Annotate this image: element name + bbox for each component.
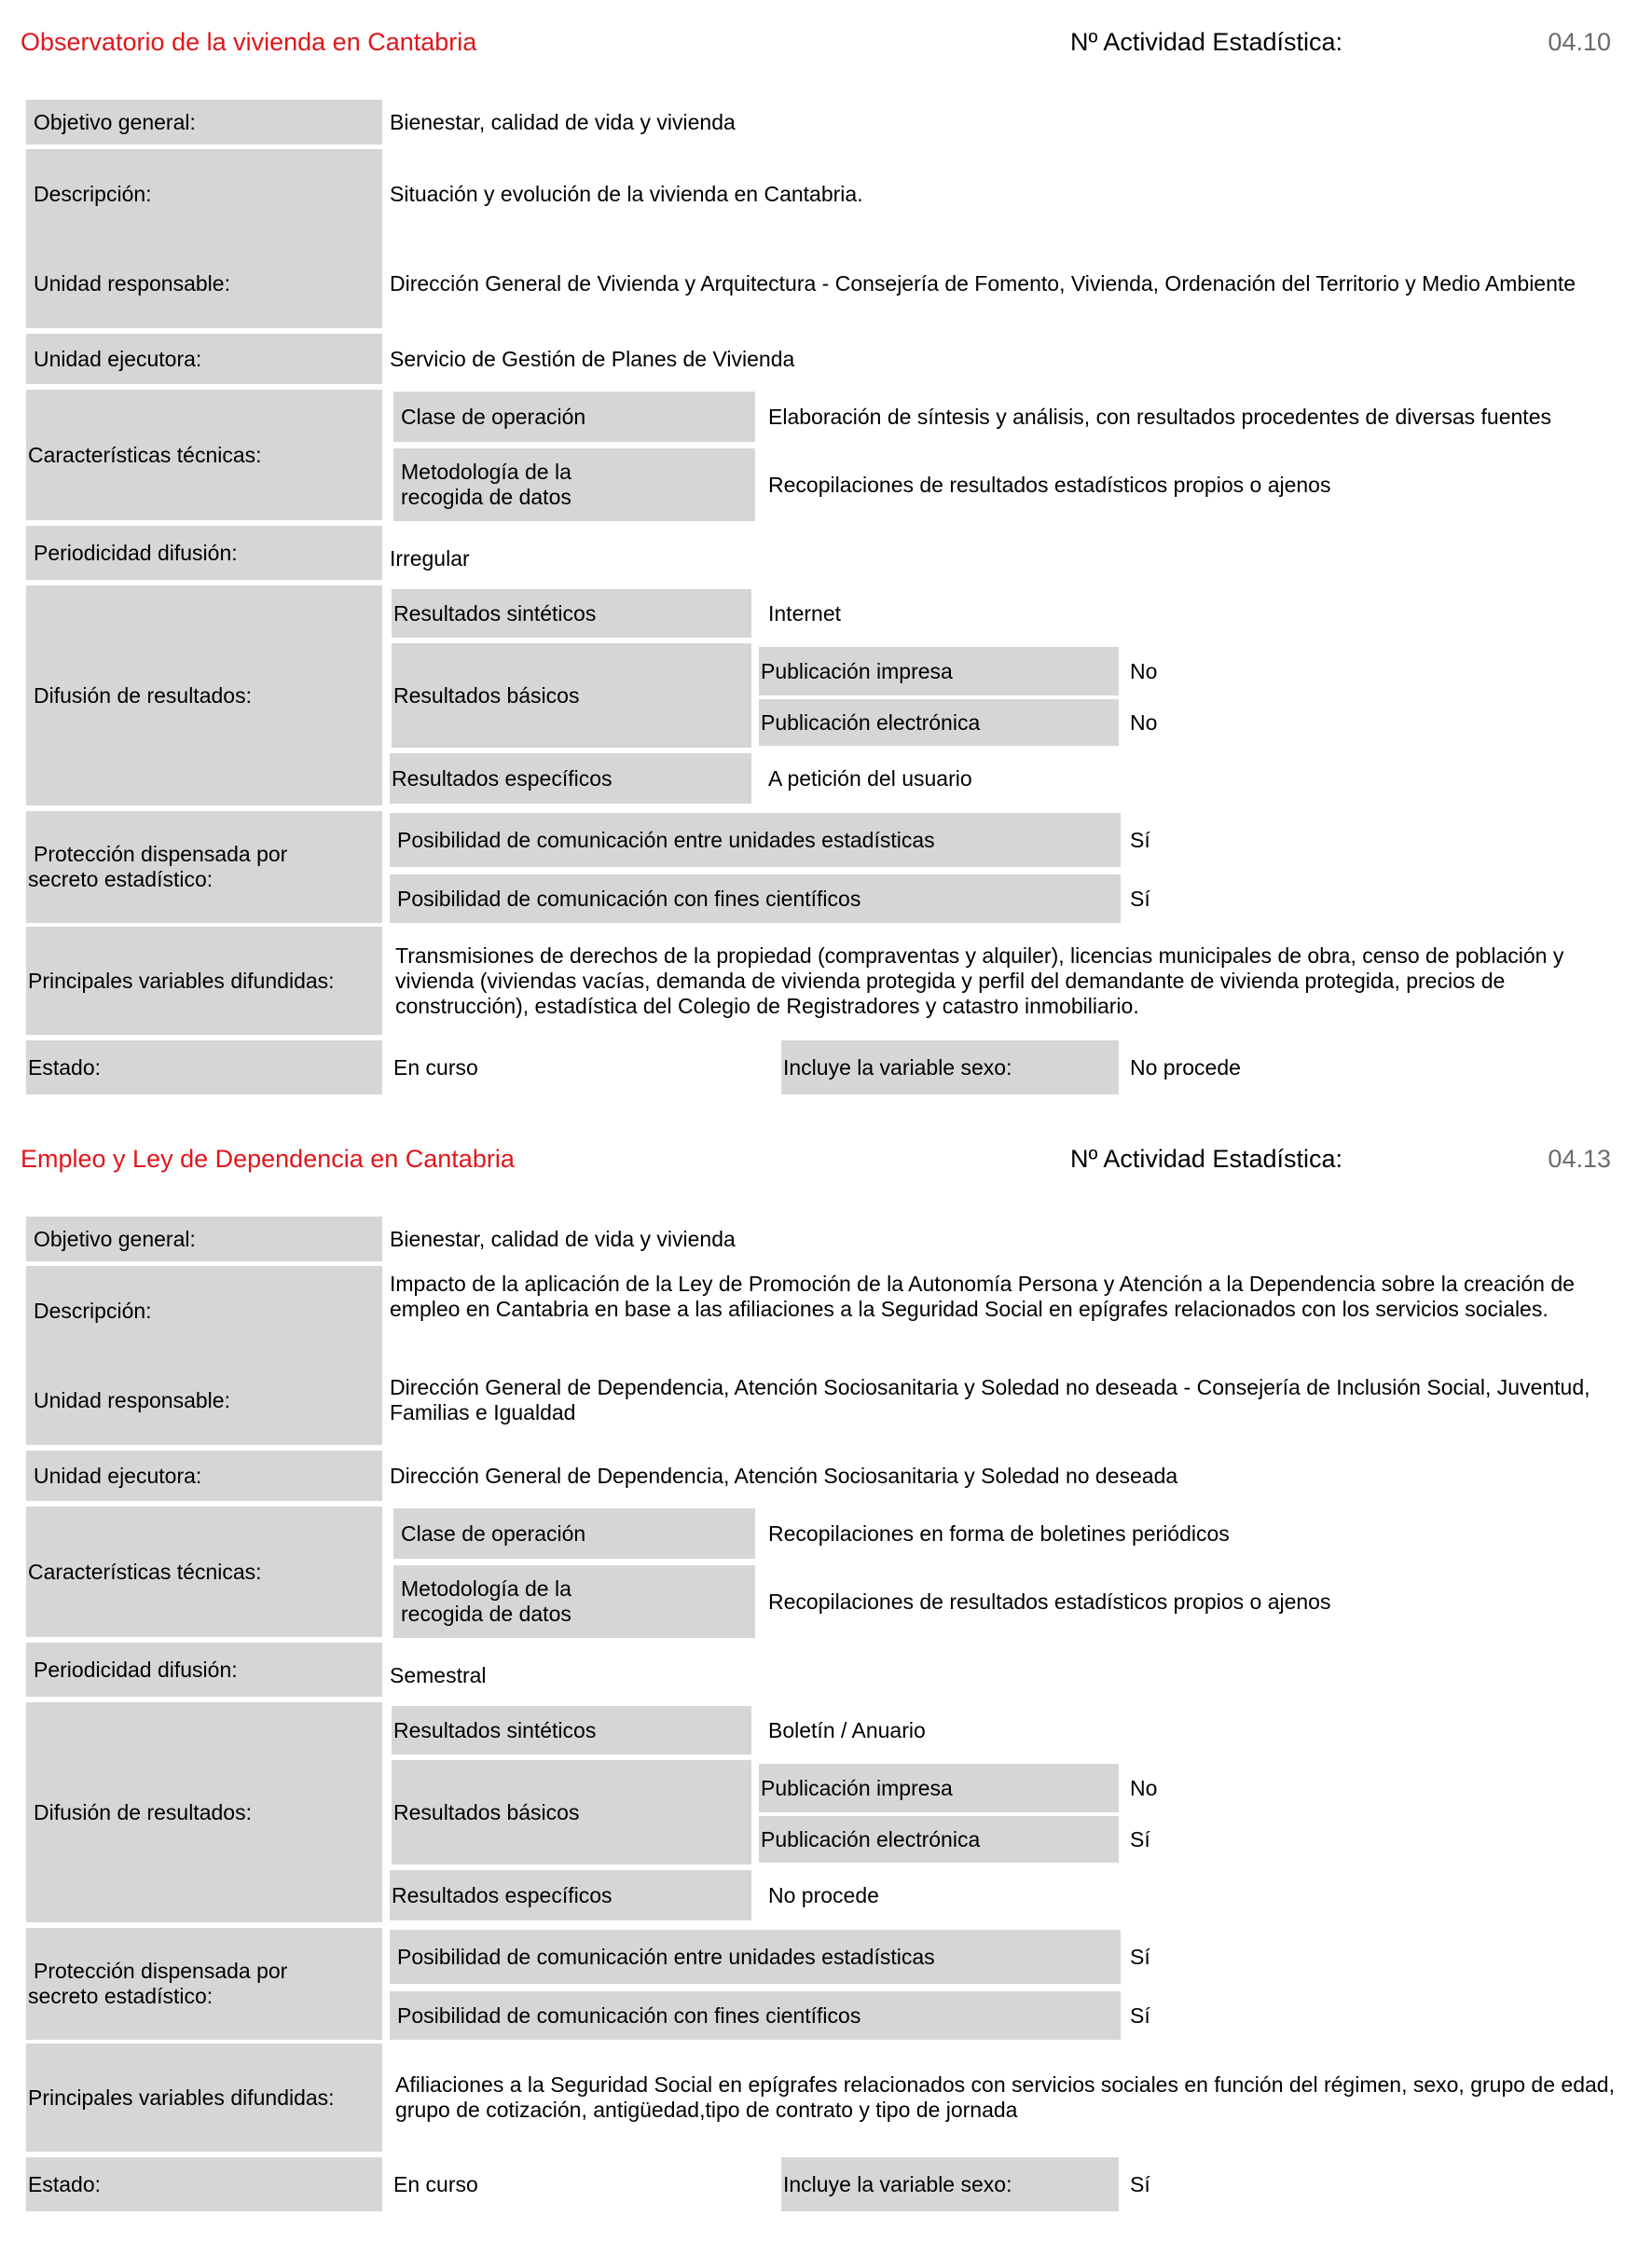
label-metodologia <box>393 448 755 521</box>
label-resultados-basicos: Resultados básicos <box>392 643 751 748</box>
value-clase-operacion: Elaboración de síntesis y análisis, con resultados procedentes de diversas fuentes <box>768 404 1551 429</box>
value-metodologia: Recopilaciones de resultados estadísticos propios o ajenos <box>768 1589 1331 1614</box>
value-descripcion: Impacto de la aplicación de la Ley de Promoción de la Autonomía Persona y Atención a la Dependencia sobre la creación de empleo en Cantabria en base a las afiliaciones a la Seguridad Social en epígrafes relacionados con los servicios sociales. <box>390 1272 1575 1321</box>
label-difusion: Difusión de resultados: <box>26 1702 382 1922</box>
activity-number: 04.13 <box>1548 1145 1611 1173</box>
label-proteccion-line2: secreto estadístico: <box>28 1984 213 2008</box>
label-clase-operacion: Clase de operación <box>393 1508 755 1559</box>
label-resultados-sinteticos: Resultados sintéticos <box>392 589 751 638</box>
label-proteccion <box>26 1928 382 2040</box>
value-publicacion-electronica: Sí <box>1130 1826 1150 1851</box>
label-objetivo-general: Objetivo general: <box>26 100 382 145</box>
label-caracteristicas-tecnicas: Características técnicas: <box>26 1507 382 1637</box>
value-resultados-sinteticos: Boletín / Anuario <box>768 1717 926 1742</box>
value-principales-variables: Afiliaciones a la Seguridad Social en epígrafes relacionados con servicios sociales en función del régimen, sexo, grupo de edad, grupo de cotización, antigüedad,tipo de contrato y tipo de jornada <box>395 2072 1615 2122</box>
value-unidad-ejecutora: Dirección General de Dependencia, Atención Sociosanitaria y Soledad no deseada <box>390 1463 1178 1488</box>
label-comunicacion-unidades: Posibilidad de comunicación entre unidades estadísticas <box>390 813 1121 867</box>
value-resultados-sinteticos: Internet <box>768 600 841 626</box>
value-estado: En curso <box>393 1054 478 1080</box>
label-estado: Estado: <box>26 1040 382 1094</box>
value-unidad-responsable: Dirección General de Vivienda y Arquitectura - Consejería de Fomento, Vivienda, Ordenación del Territorio y Medio Ambiente <box>390 270 1576 296</box>
label-incluye-sexo: Incluye la variable sexo: <box>781 1040 1119 1094</box>
label-clase-operacion: Clase de operación <box>393 392 755 442</box>
label-publicacion-impresa: Publicación impresa <box>759 1764 1119 1812</box>
value-unidad-ejecutora: Servicio de Gestión de Planes de Vivienda <box>390 346 795 371</box>
label-comunicacion-unidades: Posibilidad de comunicación entre unidades estadísticas <box>390 1930 1121 1984</box>
label-descripcion: Descripción: <box>34 1298 152 1323</box>
activity-number-label: Nº Actividad Estadística: <box>1070 28 1342 56</box>
label-principales-variables: Principales variables difundidas: <box>26 927 382 1035</box>
label-periodicidad: Periodicidad difusión: <box>26 526 382 580</box>
label-periodicidad: Periodicidad difusión: <box>26 1643 382 1697</box>
label-publicacion-electronica: Publicación electrónica <box>759 699 1119 746</box>
value-publicacion-impresa: No <box>1130 658 1158 683</box>
value-comunicacion-cientificos: Sí <box>1130 2002 1150 2028</box>
label-proteccion-line1: Protección dispensada por <box>34 1959 288 1983</box>
value-estado: En curso <box>393 2171 478 2196</box>
label-resultados-sinteticos: Resultados sintéticos <box>392 1706 751 1755</box>
value-principales-variables: Transmisiones de derechos de la propiedad (compraventas y alquiler), licencias municipales de obra, censo de población y vivienda (viviendas vacías, demanda de vivienda protegida y perfil del demandante de vivienda protegida, precios de construcción), estadística del Colegio de Registradores y catastro inmobiliario. <box>395 943 1564 1018</box>
value-clase-operacion: Recopilaciones en forma de boletines periódicos <box>768 1521 1230 1546</box>
label-publicacion-impresa: Publicación impresa <box>759 647 1119 695</box>
label-comunicacion-cientificos: Posibilidad de comunicación con fines científicos <box>390 874 1121 923</box>
value-metodologia: Recopilaciones de resultados estadísticos propios o ajenos <box>768 472 1331 497</box>
label-unidad-responsable: Unidad responsable: <box>34 1387 230 1412</box>
label-resultados-especificos: Resultados específicos <box>390 753 751 804</box>
section-empleo-dependencia <box>0 1117 1652 2217</box>
activity-number: 04.10 <box>1548 28 1611 56</box>
label-metodologia-line1: Metodología de la <box>401 460 571 484</box>
value-comunicacion-unidades: Sí <box>1130 1944 1150 1969</box>
label-comunicacion-cientificos: Posibilidad de comunicación con fines científicos <box>390 1991 1121 2040</box>
label-unidad-ejecutora: Unidad ejecutora: <box>26 1451 382 1501</box>
value-objetivo-general: Bienestar, calidad de vida y vivienda <box>390 109 736 134</box>
label-principales-variables: Principales variables difundidas: <box>26 2044 382 2152</box>
label-unidad-responsable: Unidad responsable: <box>34 270 230 296</box>
value-periodicidad: Semestral <box>390 1662 487 1687</box>
label-metodologia <box>393 1565 755 1638</box>
value-incluye-sexo: No procede <box>1130 1054 1241 1080</box>
label-objetivo-general: Objetivo general: <box>26 1217 382 1261</box>
label-proteccion-line1: Protección dispensada por <box>34 842 288 866</box>
label-caracteristicas-tecnicas: Características técnicas: <box>26 390 382 520</box>
label-publicacion-electronica: Publicación electrónica <box>759 1816 1119 1863</box>
value-objetivo-general: Bienestar, calidad de vida y vivienda <box>390 1226 736 1251</box>
value-descripcion: Situación y evolución de la vivienda en Cantabria. <box>390 181 863 206</box>
value-comunicacion-cientificos: Sí <box>1130 886 1150 911</box>
label-metodologia-line2: recogida de datos <box>401 1602 571 1626</box>
label-proteccion <box>26 811 382 923</box>
value-periodicidad: Irregular <box>390 545 470 571</box>
label-proteccion-line2: secreto estadístico: <box>28 867 213 891</box>
section-title: Empleo y Ley de Dependencia en Cantabria <box>21 1145 515 1173</box>
label-resultados-basicos: Resultados básicos <box>392 1760 751 1865</box>
value-incluye-sexo: Sí <box>1130 2171 1150 2196</box>
label-metodologia-line1: Metodología de la <box>401 1576 571 1601</box>
label-unidad-ejecutora: Unidad ejecutora: <box>26 334 382 384</box>
value-comunicacion-unidades: Sí <box>1130 827 1150 852</box>
label-descripcion: Descripción: <box>34 181 152 206</box>
activity-number-label: Nº Actividad Estadística: <box>1070 1145 1342 1173</box>
label-difusion: Difusión de resultados: <box>26 585 382 805</box>
label-metodologia-line2: recogida de datos <box>401 485 571 509</box>
value-publicacion-impresa: No <box>1130 1775 1158 1800</box>
section-observatorio-vivienda <box>0 0 1652 1100</box>
value-resultados-especificos: A petición del usuario <box>768 765 972 791</box>
label-estado: Estado: <box>26 2157 382 2211</box>
section-title: Observatorio de la vivienda en Cantabria <box>21 28 477 56</box>
value-resultados-especificos: No procede <box>768 1882 879 1907</box>
value-unidad-responsable: Dirección General de Dependencia, Atención Sociosanitaria y Soledad no deseada - Consejería de Inclusión Social, Juventud, Familias e Igualdad <box>390 1375 1590 1424</box>
value-publicacion-electronica: No <box>1130 709 1158 735</box>
label-incluye-sexo: Incluye la variable sexo: <box>781 2157 1119 2211</box>
label-resultados-especificos: Resultados específicos <box>390 1870 751 1920</box>
